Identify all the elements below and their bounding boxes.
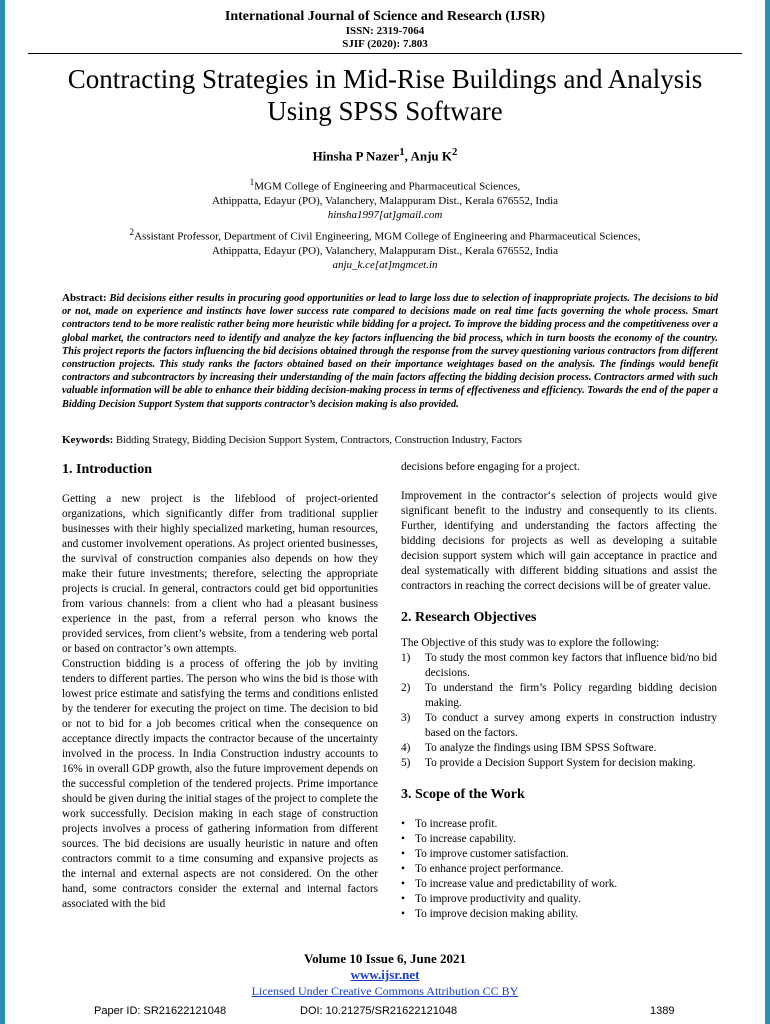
list-item [401,817,717,832]
list-item-text: To enhance project performance. [415,863,564,875]
list-item-text: To increase profit. [415,818,498,830]
sjif: SJIF (2020): 7.803 [342,38,428,50]
list-number: 4) [401,742,411,754]
affiliation-2-line1: Assistant Professor, Department of Civil Engineering, MGM College of Engineering and Pharmaceutical Sciences, [134,230,641,243]
issn: ISSN: 2319-7064 [345,25,425,37]
list-item [401,862,717,877]
bullet-icon: • [401,878,405,890]
affiliation-1-email: hinsha1997[at]gmail.com [327,208,443,221]
intro-continuation: decisions before engaging for a project. [401,461,580,473]
intro-paragraph-2: Construction bidding is a process of offering the job by inviting tenders to different parties. The person who wins the bid is those with lowest price estimate and satisfying the terms and conditions enlisted by the tenderer for executing the project on time. The decision to bid or not to bid for a job becomes critical when the consequence on acceptance directly impacts the contractor because of the uncertainty involved in the process. In India Construction industry accounts to 16% in overall GDP growth, also the future improvement depends on the successful completion of the tendered projects. Prime importance should be given during the initial stages of the project to complete the work successfully. Decision making in each stage of construction projects involves a process of gathering information from different sources. The bid decisions are usually heuristic in nature and often contractors commit to a time consuming and expansive projects as the internal and external aspects are not considered. On the other hand, some contractors consider the external and internal factors associated with the bid [62,658,378,910]
list-item [401,651,717,681]
license-link[interactable]: Licensed Under Creative Commons Attribution CC BY [251,984,519,998]
paper-title: Contracting Strategies in Mid-Rise Buildings and Analysis Using SPSS Software [67,64,703,126]
list-number: 5) [401,757,411,769]
list-number: 3) [401,712,411,724]
bullet-icon: • [401,893,405,905]
list-item [401,681,717,711]
list-item-text: To conduct a survey among experts in construction industry based on the factors. [425,712,717,739]
list-item-text: To increase capability. [415,833,517,845]
affiliation-1-line1: MGM College of Engineering and Pharmaceutical Sciences, [254,180,521,193]
affiliation-2-line2: Athippatta, Edayur (PO), Valanchery, Malappuram Dist., Kerala 676552, India [211,244,559,257]
affiliation-1-line2: Athippatta, Edayur (PO), Valanchery, Malappuram Dist., Kerala 676552, India [211,194,559,207]
journal-header [0,8,770,51]
header-rule [28,53,742,54]
bullet-icon: • [401,818,405,830]
list-item [401,892,717,907]
list-item [401,847,717,862]
page-footer [0,951,770,999]
list-number: 2) [401,682,411,694]
list-item [401,756,717,771]
author-2: Anju K [410,148,452,164]
journal-name: International Journal of Science and Research (IJSR) [224,9,546,24]
affiliation-2 [60,225,710,272]
affiliation-1-sup: 1 [249,177,255,187]
bullet-icon: • [401,908,405,920]
list-item-text: To improve customer satisfaction. [415,848,569,860]
list-item [401,907,717,922]
list-item-text: To study the most common key factors that influence bid/no bid decisions. [425,652,717,679]
paper-id: Paper ID: SR21622121048 [94,1005,227,1017]
list-item [401,877,717,892]
list-item-text: To improve productivity and quality. [415,893,581,905]
objectives-list [401,651,717,771]
list-item-text: To improve decision making ability. [415,908,579,920]
section-heading-objectives: 2. Research Objectives [401,610,537,625]
journal-link[interactable]: www.ijsr.net [350,967,420,982]
intro-paragraph-3: Improvement in the contractor‘s selection of projects would give significant benefit to the industry and consequently to its clients. Further, identifying and understanding the factors affecting the bidding decisions for projects as well as developing a suitable decision support system which will gain acceptance in practice and deal systematically with different bidding situations and assist the contractors in reaching the correct decisions will be of greater value. [401,490,717,592]
author-1: Hinsha P Nazer [312,148,400,164]
list-item-text: To provide a Decision Support System for decision making. [425,757,696,769]
list-number: 1) [401,652,411,664]
keywords [62,434,730,446]
section-heading-scope: 3. Scope of the Work [401,787,525,802]
list-item-text: To understand the firm’s Policy regarding bidding decision making. [425,682,717,709]
list-item [401,711,717,741]
bullet-icon: • [401,833,405,845]
list-item-text: To increase value and predictability of work. [415,878,618,890]
abstract [62,292,718,411]
list-item [401,832,717,847]
bullet-icon: • [401,848,405,860]
authors [0,146,770,164]
page-number: 1389 [650,1005,675,1017]
list-item-text: To analyze the findings using IBM SPSS Software. [425,742,657,754]
section-heading-introduction: 1. Introduction [62,462,152,477]
affiliation-2-sup: 2 [129,227,135,237]
intro-paragraph-1: Getting a new project is the lifeblood of project-oriented organizations, which significantly differ from traditional supplier businesses with their highly specialized marketing, human resources, and customer involvement operations. As project oriented businesses, the survival of construction companies also depends on how they make their future investments; therefore, selecting the appropriate projects is crucial. In general, contractors could get bid opportunities from various channels: from a client who had a pleasant business experience in the past, from a referral person who knows the provided services, from client’s website, from a tendering web portal or based on contractor’s own attempts. [62,493,378,655]
bullet-icon: • [401,863,405,875]
doi: DOI: 10.21275/SR21622121048 [300,1005,458,1017]
affiliation-1 [60,175,710,222]
keywords-text: Bidding Strategy, Bidding Decision Support System, Contractors, Construction Industry, Factors [115,435,523,446]
objectives-lead: The Objective of this study was to explore the following: [401,637,660,649]
abstract-text: Bid decisions either results in procuring good opportunities or lead to large loss due to selection of inappropriate projects. The decisions to bid or not, made on experience and instincts have lower success rate compared to decisions made on real time facts governing the whole process. Smart contractors tend to be more realistic rather being more heuristic while bidding for a project. To improve the bidding process and the competitiveness over a global market, the contractors need to identify and analyze the key factors influencing the bid process, which in turn boosts the economy of the country. This project reports the factors influencing the bid decisions obtained through the response from the survey questioning various contractors from different construction projects. This study ranks the factors obtained based on their importance weightages based on the analysis. The findings would benefit contractors and subcontractors by increasing their understanding of the main factors affecting the bidding decision process. Contractors armed with such valuable information will be able to enhance their bidding decision-making process in terms of effectiveness and efficiency. Towards the end of the paper a Bidding Decision Support System that supports contractor’s decision making is also provided. [62,293,718,410]
affiliation-2-email: anju_k.ce[at]mgmcet.in [332,258,438,271]
abstract-label: Abstract: [62,292,107,304]
keywords-label: Keywords: [62,434,114,446]
volume-issue: Volume 10 Issue 6, June 2021 [303,951,467,966]
author-1-sup: 1 [399,146,405,158]
author-sep: , [404,148,411,164]
column-left [62,460,378,912]
author-2-sup: 2 [452,146,458,158]
scope-list [401,817,717,922]
column-right [401,460,717,922]
list-item [401,741,717,756]
